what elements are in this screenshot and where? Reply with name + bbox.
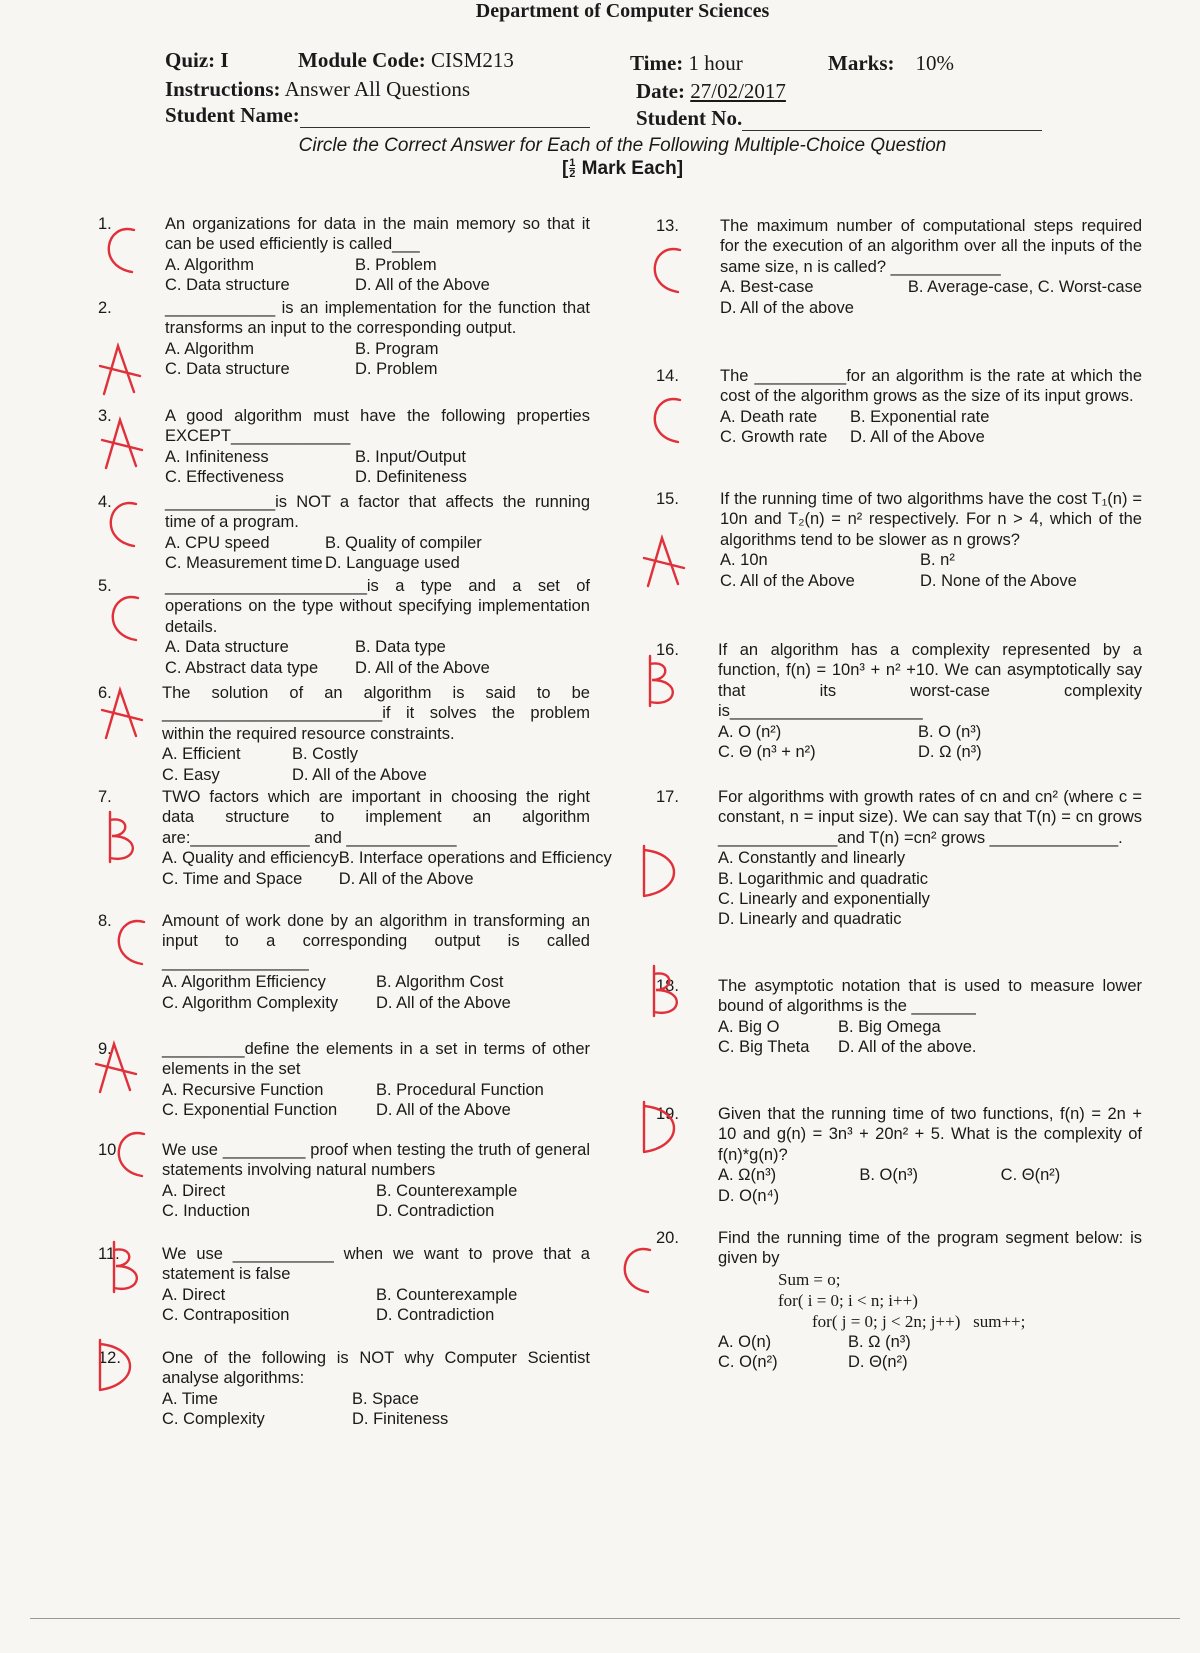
option-c[interactable]: C. Induction [162, 1202, 251, 1221]
option-d[interactable]: D. Finiteness [352, 1410, 449, 1429]
option-b[interactable]: B. Program [355, 339, 439, 358]
handwritten-answer-2 [100, 346, 140, 394]
option-c[interactable]: C. Big Theta [718, 1038, 810, 1057]
question-stem: TWO factors which are important in choosing the right data structure to implement an algorithm are:_____________ and ____________ [162, 788, 595, 847]
option-c[interactable]: C. Time and Space [162, 869, 303, 888]
question-number: 18. [656, 977, 679, 995]
instruction-line: Circle the Correct Answer for Each of the Following Multiple-Choice Question [298, 135, 947, 156]
answer-options [718, 722, 1142, 763]
question-stem: For algorithms with growth rates of cn and cn² (where c = constant, n = input size). We can say that T(n) = cn grows _____________and T(n) =cn² grows ______________. [718, 788, 1147, 847]
option-b[interactable]: B. n² [920, 551, 955, 570]
option-d[interactable]: D. Contradiction [376, 1306, 495, 1325]
answer-options [165, 637, 590, 678]
handwritten-answer-20 [625, 1249, 650, 1292]
option-b[interactable]: B. Logarithmic and quadratic [718, 869, 929, 888]
answer-options [165, 447, 590, 488]
option-d[interactable]: D. All of the Above [292, 765, 427, 784]
answer-options [162, 1181, 590, 1222]
option-a[interactable]: A. Big O [718, 1017, 780, 1036]
page-bottom-rule [30, 1618, 1180, 1619]
question-number: 12. [98, 1349, 121, 1367]
option-b[interactable]: B. O(n³) [859, 1166, 918, 1185]
option-a[interactable]: A. Best-case [720, 278, 814, 297]
question-stem: Amount of work done by an algorithm in transforming an input to a corresponding output is called ________________ [162, 912, 595, 971]
option-a[interactable]: A. Algorithm Efficiency [162, 973, 326, 992]
answer-options [162, 848, 612, 889]
option-b[interactable]: B. Counterexample [376, 1285, 518, 1304]
option-c[interactable]: C. Data structure [165, 276, 290, 295]
option-b[interactable]: B. Data type [355, 638, 446, 657]
option-d[interactable]: D. All of the Above [355, 276, 490, 295]
option-b[interactable]: B. O (n³) [918, 722, 982, 741]
handwritten-answer-3 [102, 420, 142, 468]
handwritten-answer-16 [650, 656, 673, 706]
code-line: for( i = 0; i < n; i++) [778, 1290, 918, 1310]
option-a[interactable]: A. Algorithm [165, 255, 254, 274]
option-c[interactable]: C. Exponential Function [162, 1101, 338, 1120]
option-c[interactable]: D. All of the above [720, 298, 854, 317]
option-d[interactable]: D. Problem [355, 360, 438, 379]
option-d[interactable]: D. Language used [325, 554, 460, 573]
answer-options [718, 1165, 1142, 1206]
option-d[interactable]: D. All of the Above [376, 1101, 511, 1120]
answer-options [162, 1080, 590, 1121]
question-number: 3. [98, 407, 112, 425]
question-number: 20. [656, 1229, 679, 1247]
marks: Marks: 10% [828, 51, 954, 75]
option-d[interactable]: D. None of the Above [920, 571, 1077, 590]
question-stem: ____________is NOT a factor that affects the running time of a program. [165, 493, 595, 532]
answer-options [162, 1285, 590, 1326]
question-number: 1. [98, 215, 112, 233]
option-a[interactable]: A. Data structure [165, 638, 289, 657]
option-c[interactable]: C. Contraposition [162, 1306, 290, 1325]
option-b[interactable]: B. Algorithm Cost [376, 973, 504, 992]
instructions: Instructions: Answer All Questions [165, 77, 471, 101]
code-segment [778, 1269, 1142, 1332]
question-number: 11. [98, 1245, 120, 1263]
question-stem: If the running time of two algorithms have the cost T₁(n) = 10n and T₂(n) = n² respectively. For n > 4, which of the algorithms tend to be slower as n grows? [720, 490, 1147, 549]
option-c[interactable]: C. Θ(n²) [1000, 1166, 1061, 1185]
handwritten-answer-4 [111, 503, 136, 546]
answer-options [718, 1017, 1142, 1058]
question-stem: Find the running time of the program segment below: is given by [718, 1229, 1147, 1268]
option-b[interactable]: B. Exponential rate [850, 407, 990, 426]
answer-options [720, 407, 1142, 448]
answer-options [720, 277, 1142, 318]
option-d[interactable]: D. Linearly and quadratic [718, 910, 902, 929]
option-a[interactable]: A. Direct [162, 1181, 226, 1200]
answer-options [165, 339, 590, 380]
option-d[interactable]: D. O(n⁴) [718, 1186, 780, 1205]
question-stem: A good algorithm must have the following properties EXCEPT_____________ [165, 407, 595, 446]
handwritten-answer-17 [644, 846, 674, 896]
quiz-label: Quiz: I [165, 48, 229, 72]
time: Time: 1 hour [630, 51, 743, 75]
option-d[interactable]: D. All of the above. [838, 1038, 977, 1057]
option-b[interactable]: B. Interface operations and Efficiency [338, 849, 612, 868]
option-d[interactable]: D. All of the Above [850, 428, 985, 447]
option-d[interactable]: D. Definiteness [355, 468, 467, 487]
handwritten-answer-1 [109, 229, 134, 272]
option-b[interactable]: B. Counterexample [376, 1181, 518, 1200]
handwritten-answer-14 [655, 399, 680, 442]
mark-each: [ $\frac{1}{2}$ Mark Each] [561, 157, 684, 181]
question-stem: Given that the running time of two functions, f(n) = 2n + 10 and g(n) = 3n³ + 20n² + 5. What is the complexity of f(n)*g(n)? [718, 1105, 1147, 1164]
option-c[interactable]: C. Growth rate [720, 428, 828, 447]
question-number: 8. [98, 912, 112, 930]
question-stem: If an algorithm has a complexity represented by a function, f(n) = 10n³ + n² +10. We can asymptotically say that its worst-case complexity is_____________________ [718, 641, 1147, 721]
question-number: 15. [656, 490, 679, 508]
option-c[interactable]: C. Complexity [162, 1410, 265, 1429]
question-stem: One of the following is NOT why Computer Scientist analyse algorithms: [162, 1349, 595, 1388]
option-c[interactable]: C. All of the Above [720, 571, 855, 590]
student-name: Student Name: [165, 103, 590, 128]
option-b[interactable]: B. Big Omega [838, 1017, 941, 1036]
option-b[interactable]: B. Costly [292, 745, 359, 764]
code-line: Sum = o; [778, 1269, 841, 1289]
question-stem: ____________ is an implementation for the function that transforms an input to the corresponding output. [165, 299, 595, 338]
option-b[interactable]: B. Problem [355, 255, 437, 274]
answer-options [162, 1389, 590, 1430]
question-number: 14. [656, 367, 679, 385]
option-c[interactable]: C. Abstract data type [165, 658, 319, 677]
option-b[interactable]: B. Input/Output [355, 447, 466, 466]
question-stem: ______________________is a type and a set of operations on the type without specifying implementation details. [165, 577, 595, 636]
option-a[interactable]: A. O(n) [718, 1332, 772, 1351]
handwritten-answer-15 [644, 538, 684, 586]
question-number: 19. [656, 1105, 679, 1123]
question-number: 17. [656, 788, 679, 806]
option-a[interactable]: A. 10n [720, 551, 768, 570]
option-d[interactable]: D. Ω (n³) [918, 743, 982, 762]
question-number: 13. [656, 217, 679, 235]
option-b[interactable]: B. Average-case, C. Worst-case [907, 278, 1142, 297]
option-c[interactable]: C. Effectiveness [165, 468, 284, 487]
student-number: Student No. [636, 106, 1042, 131]
answer-options [718, 1332, 1142, 1373]
option-c[interactable]: C. Θ (n³ + n²) [718, 743, 816, 762]
handwritten-answer-13 [655, 249, 680, 292]
question-stem: The __________for an algorithm is the rate at which the cost of the algorithm grows as the size of its input grows. [720, 367, 1147, 406]
option-a[interactable]: A. CPU speed [165, 533, 270, 552]
question-number: 4. [98, 493, 112, 511]
handwritten-answer-5 [113, 597, 138, 640]
option-d[interactable]: D. Θ(n²) [848, 1353, 908, 1372]
option-b[interactable]: B. Space [352, 1389, 419, 1408]
option-d[interactable]: D. All of the Above [376, 993, 511, 1012]
option-c[interactable]: C. Linearly and exponentially [718, 890, 930, 909]
option-b[interactable]: B. Procedural Function [376, 1080, 544, 1099]
question-stem: _________define the elements in a set in terms of other elements in the set [162, 1040, 595, 1079]
option-a[interactable]: A. Death rate [720, 407, 818, 426]
option-a[interactable]: A. Direct [162, 1285, 226, 1304]
department-title: Department of Computer Sciences [475, 0, 770, 22]
option-a[interactable]: A. Algorithm [165, 339, 254, 358]
question-stem: The maximum number of computational steps required for the execution of an algorithm over all the inputs of the same size, n is called? ____________ [720, 217, 1147, 276]
question-number: 2. [98, 299, 112, 317]
handwritten-answer-10 [119, 1133, 144, 1176]
answer-options [165, 255, 590, 296]
question-number: 5. [98, 577, 112, 595]
question-stem: The asymptotic notation that is used to measure lower bound of algorithms is the _______ [718, 977, 1147, 1016]
option-d[interactable]: D. All of the Above [355, 658, 490, 677]
answer-options [165, 533, 590, 574]
code-line: for( j = 0; j < 2n; j++) sum++; [778, 1311, 1026, 1331]
module-code: Module Code: CISM213 [298, 48, 514, 72]
option-c[interactable]: C. Measurement time [165, 554, 323, 573]
answer-options [718, 848, 1142, 930]
option-a[interactable]: A. Time [162, 1389, 218, 1408]
option-a[interactable]: A. O (n²) [718, 722, 782, 741]
option-a[interactable]: A. Ω(n³) [718, 1166, 777, 1185]
option-c[interactable]: C. Easy [162, 765, 220, 784]
option-c[interactable]: C. Data structure [165, 360, 290, 379]
option-d[interactable]: D. Contradiction [376, 1202, 495, 1221]
option-c[interactable]: C. Algorithm Complexity [162, 993, 339, 1012]
option-a[interactable]: A. Recursive Function [162, 1080, 324, 1099]
date: Date: 27/02/2017 [636, 79, 786, 103]
question-number: 16. [656, 641, 679, 659]
handwritten-answer-8 [119, 921, 144, 964]
option-a[interactable]: A. Infiniteness [165, 447, 269, 466]
question-stem: The solution of an algorithm is said to be ________________________if it solves the problem within the required resource constraints. [162, 684, 595, 743]
option-d[interactable]: D. All of the Above [338, 869, 474, 888]
option-a[interactable]: A. Efficient [162, 745, 241, 764]
option-a[interactable]: A. Constantly and linearly [718, 849, 906, 868]
question-number: 10. [98, 1141, 121, 1159]
option-b[interactable]: B. Quality of compiler [325, 533, 482, 552]
answer-options [162, 744, 590, 785]
option-b[interactable]: B. Ω (n³) [848, 1332, 911, 1351]
question-stem: An organizations for data in the main memory so that it can be used efficiently is called___ [165, 215, 595, 254]
option-a[interactable]: A. Quality and efficiency [162, 849, 339, 868]
question-number: 6. [98, 684, 112, 702]
handwritten-answer-7 [110, 812, 133, 862]
question-number: 9. [98, 1040, 112, 1058]
answer-options [720, 550, 1142, 591]
question-stem: We use ___________ when we want to prove that a statement is false [162, 1245, 595, 1284]
option-c[interactable]: C. O(n²) [718, 1353, 778, 1372]
question-number: 7. [98, 788, 112, 806]
question-stem: We use _________ proof when testing the truth of general statements involving natural numbers [162, 1141, 595, 1180]
answer-options [162, 972, 590, 1013]
